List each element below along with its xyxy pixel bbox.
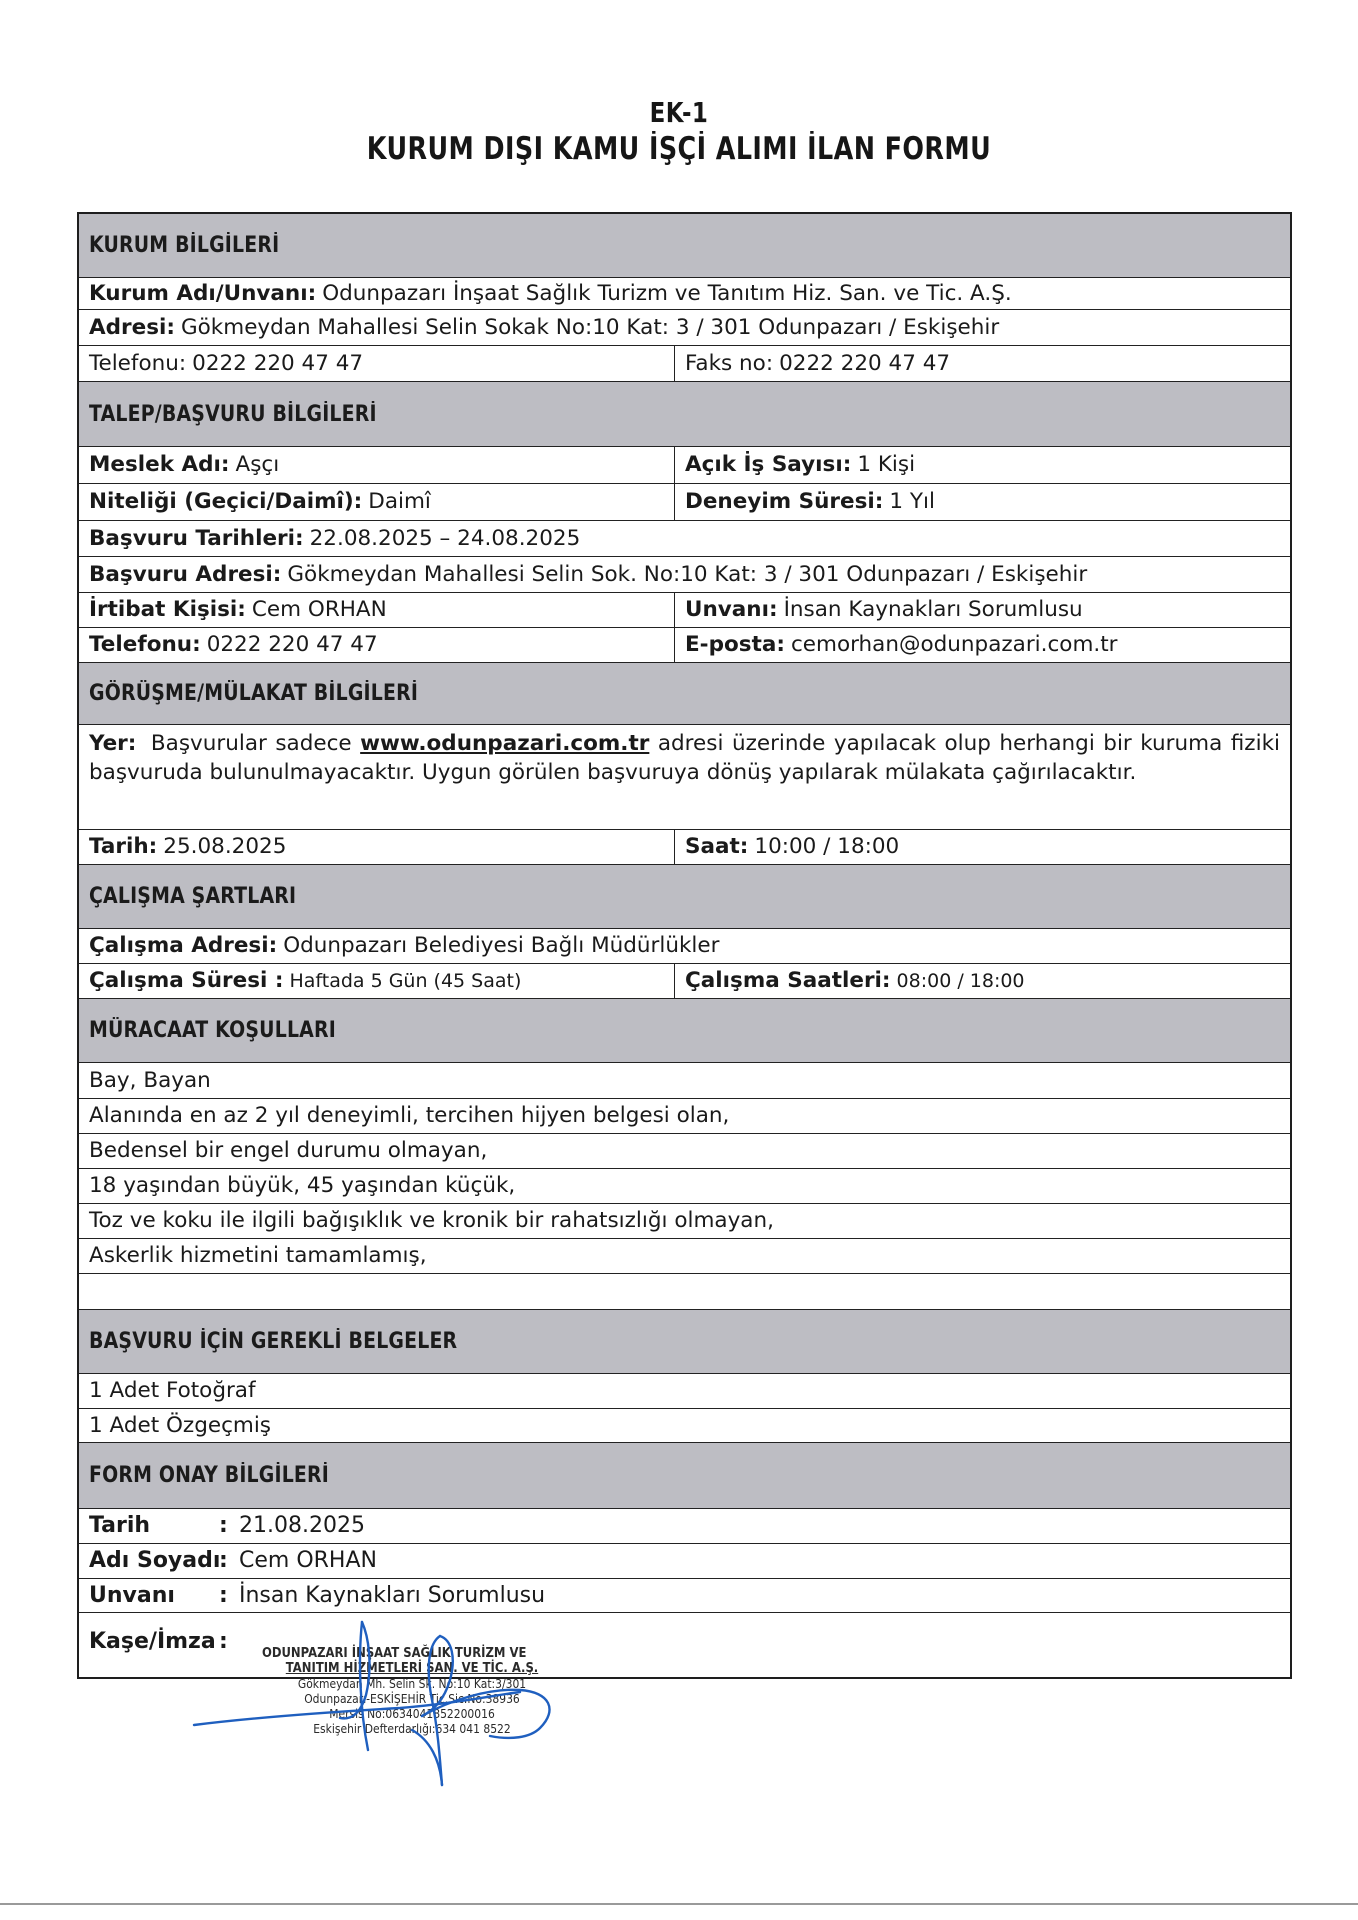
label: Telefonu: [89,350,187,376]
value: Odunpazarı İnşaat Sağlık Turizm ve Tanıtım Hiz. San. ve Tic. A.Ş. [322,280,1012,306]
label: Telefonu: [89,632,201,658]
stamp-line: Gökmeydan Mh. Selin Sk. No:10 Kat:3/301 [297,1676,527,1691]
document-text: 1 Adet Özgeçmiş [89,1412,272,1438]
page-bottom-rule [0,1903,1358,1905]
section-title: GÖRÜŞME/MÜLAKAT BİLGİLERİ [89,681,419,706]
label: Açık İş Sayısı: [685,452,852,478]
row-nature [79,484,1290,521]
condition-item [79,1169,1290,1204]
section-header-talep [79,382,1290,447]
section-header-muracaat [79,999,1290,1063]
row-kurum-name [79,278,1290,310]
value: 08:00 / 18:00 [896,969,1025,992]
form-title: KURUM DIŞI KAMU İŞÇİ ALIMI İLAN FORMU [366,131,992,167]
value: 0222 220 47 47 [192,350,364,376]
section-title: KURUM BİLGİLERİ [89,233,280,258]
label: Başvuru Tarihleri: [89,525,304,551]
section-header-belgeler [79,1310,1290,1374]
condition-text: Toz ve koku ile ilgili bağışıklık ve kronik bir rahatsızlığı olmayan, [89,1208,774,1234]
label: Saat: [685,834,749,860]
label: Yer: [89,731,137,756]
value: 0222 220 47 47 [206,632,378,658]
label: Unvanı [89,1582,175,1608]
value: Daimî [368,489,431,515]
row-interview-datetime [79,830,1290,865]
value: Gökmeydan Mahallesi Selin Sokak No:10 Kat: 3 / 301 Odunpazarı / Eskişehir [180,314,1000,340]
website-link[interactable]: www.odunpazari.com.tr [360,731,650,756]
condition-text: Alanında en az 2 yıl deneyimli, tercihen hijyen belgesi olan, [89,1103,730,1129]
condition-item [79,1204,1290,1239]
value: Odunpazarı Belediyesi Bağlı Müdürlükler [283,933,720,959]
row-contact [79,593,1290,628]
label: Meslek Adı: [89,452,230,478]
condition-item-empty [79,1274,1290,1310]
condition-text: Bay, Bayan [89,1067,211,1093]
value: 21.08.2025 [239,1513,365,1538]
row-dates [79,521,1290,557]
value: Cem ORHAN [239,1548,377,1573]
row-contact-phone-email [79,628,1290,663]
label: Çalışma Adresi: [89,933,278,959]
section-title: FORM ONAY BİLGİLERİ [89,1463,329,1488]
value: Cem ORHAN [251,597,387,623]
stamp-line: ODUNPAZARI İNŞAAT SAĞLIK TURİZM VE [262,1645,527,1661]
section-header-onay [79,1443,1290,1509]
row-kurum-address [79,310,1290,346]
label: Çalışma Saatleri: [685,968,891,994]
row-work-duration-hours [79,964,1290,999]
section-header-kurum [79,214,1290,278]
value: 1 Yıl [889,489,935,515]
value: Gökmeydan Mahallesi Selin Sok. No:10 Kat: 3 / 301 Odunpazarı / Eskişehir [287,561,1088,587]
label: İrtibat Kişisi: [89,597,246,623]
approval-row-date [79,1509,1290,1544]
section-title: MÜRACAAT KOŞULLARI [89,1018,336,1043]
label: Adresi: [89,314,175,340]
section-header-gorusme [79,663,1290,725]
signature-icon [190,1600,610,1800]
document-item [79,1374,1290,1409]
stamp-line: Eskişehir Defterdarlığı:634 041 8522 [313,1721,511,1736]
condition-item [79,1099,1290,1134]
value: 0222 220 47 47 [779,350,951,376]
label: Faks no: [685,350,774,376]
approval-row-name [79,1544,1290,1579]
row-kurum-phone-fax [79,346,1290,382]
value: Haftada 5 Gün (45 Saat) [289,969,522,992]
label: Başvuru Adresi: [89,561,282,587]
value: 25.08.2025 [163,834,287,860]
value: İnsan Kaynakları Sorumlusu [783,597,1083,623]
label: Unvanı: [685,597,778,623]
condition-text: Askerlik hizmetini tamamlamış, [89,1243,427,1269]
label: Tarih [89,1513,151,1538]
condition-item [79,1239,1290,1274]
label: E-posta: [685,632,785,658]
colon: : [219,1548,228,1573]
value: İnsan Kaynakları Sorumlusu [239,1582,546,1608]
colon: : [219,1513,228,1538]
row-app-address [79,557,1290,593]
condition-item [79,1063,1290,1099]
stamp-line: TANITIM HİZMETLERİ SAN. VE TİC. A.Ş. [285,1660,539,1676]
label: Çalışma Süresi : [89,968,284,994]
row-occupation [79,447,1290,484]
label: Deneyim Süresi: [685,489,884,515]
value: Aşçı [235,452,280,478]
colon: : [219,1629,228,1654]
label: Niteliği (Geçici/Daimî): [89,489,363,515]
document-text: 1 Adet Fotoğraf [89,1378,256,1404]
label: Tarih: [89,834,158,860]
place-text-after: adresi üzerinde yapılacak olup herhangi bir kuruma fiziki başvuruda bulunulmayacaktır. Uygun görülen başvuruya dönüş yapılarak mülakata çağırılacaktır. [89,731,1280,785]
job-posting-form [77,212,1292,1679]
label: Kaşe/İmza [89,1629,216,1654]
row-interview-place [79,725,1290,830]
annex-label: EK-1 [649,96,709,129]
section-header-calisma [79,865,1290,929]
document-item [79,1409,1290,1443]
place-text-before: Başvurular sadece [150,731,352,756]
section-title: TALEP/BAŞVURU BİLGİLERİ [89,401,377,427]
section-title: ÇALIŞMA ŞARTLARI [89,884,297,909]
condition-item [79,1134,1290,1169]
colon: : [219,1582,228,1608]
stamp-line: Odunpazarı-ESKİŞEHİR Tic.Sic.No:38936 [304,1691,520,1706]
value: 1 Kişi [857,452,916,478]
label: Adı Soyadı [89,1548,221,1573]
label: Kurum Adı/Unvanı: [89,280,317,306]
value: 22.08.2025 – 24.08.2025 [309,525,581,551]
condition-text: Bedensel bir engel durumu olmayan, [89,1138,488,1164]
section-title: BAŞVURU İÇİN GEREKLİ BELGELER [89,1329,458,1354]
condition-text: 18 yaşından büyük, 45 yaşından küçük, [89,1173,516,1199]
email-value[interactable]: cemorhan@odunpazari.com.tr [790,632,1118,658]
row-work-address [79,929,1290,964]
stamp-line: Mersis No:0634041852200016 [329,1706,495,1721]
value: 10:00 / 18:00 [754,834,900,860]
